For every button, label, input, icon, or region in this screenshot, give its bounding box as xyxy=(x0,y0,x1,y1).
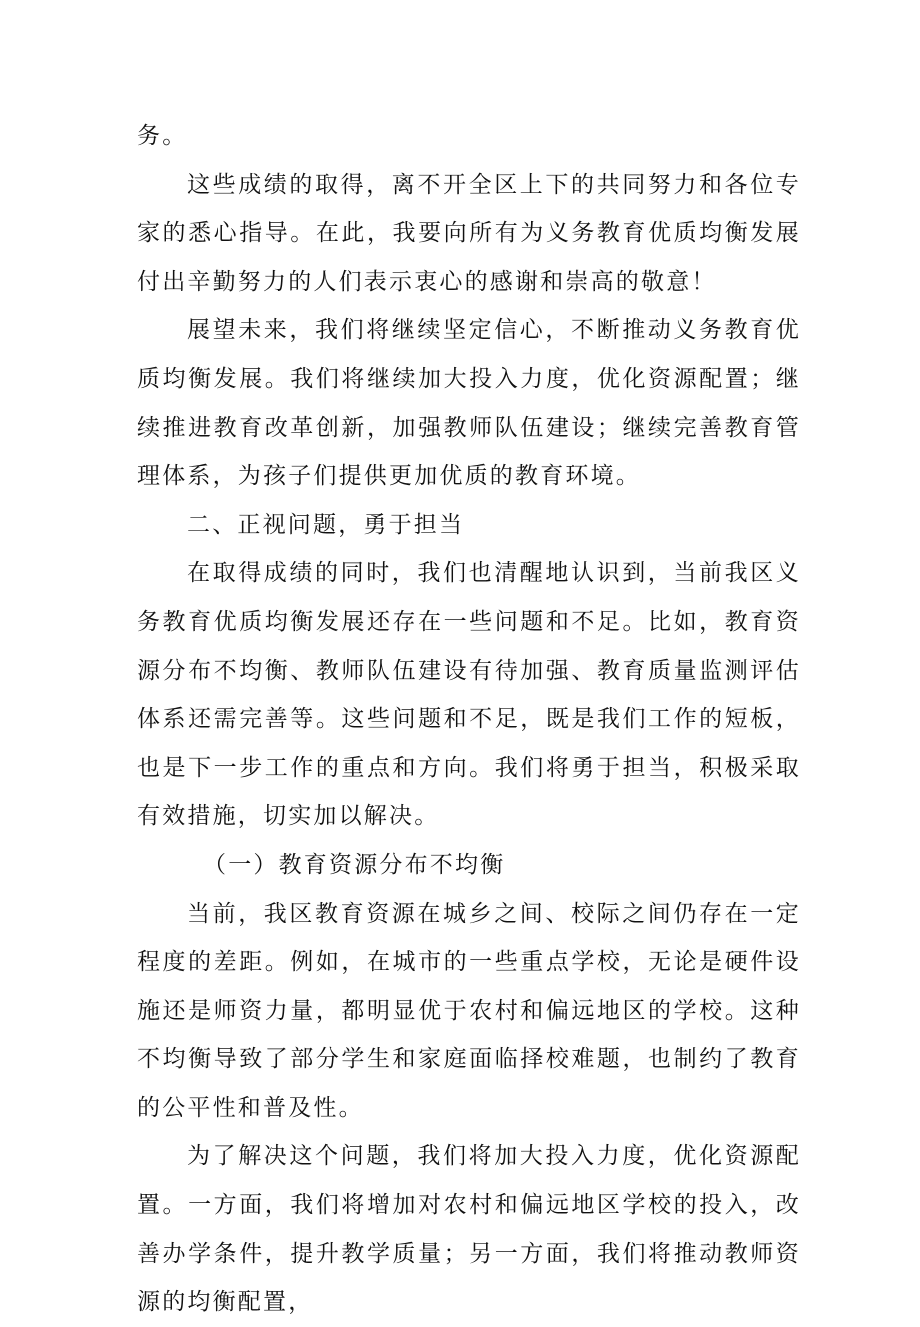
paragraph-resource-gap: 当前，我区教育资源在城乡之间、校际之间仍存在一定程度的差距。例如，在城市的一些重点学校，无论是硬件设施还是师资力量，都明显优于农村和偏远地区的学校。这种不均衡导致了部分学生和家庭面临择校难题，也制约了教育的公平性和普及性。 xyxy=(137,900,801,1121)
paragraph-outlook: 展望未来，我们将继续坚定信心，不断推动义务教育优质均衡发展。我们将继续加大投入力度，优化资源配置；继续推进教育改革创新，加强教师队伍建设；继续完善教育管理体系，为孩子们提供更加优质的教育环境。 xyxy=(137,317,801,490)
document-body xyxy=(137,112,801,1327)
paragraph-solution: 为了解决这个问题，我们将加大投入力度，优化资源配置。一方面，我们将增加对农村和偏远地区学校的投入，改善办学条件，提升教学质量；另一方面，我们将推动教师资源的均衡配置， xyxy=(137,1143,801,1316)
paragraph-problems: 在取得成绩的同时，我们也清醒地认识到，当前我区义务教育优质均衡发展还存在一些问题和不足。比如，教育资源分布不均衡、教师队伍建设有待加强、教育质量监测评估体系还需完善等。这些问题和不足，既是我们工作的短板，也是下一步工作的重点和方向。我们将勇于担当，积极采取有效措施，切实加以解决。 xyxy=(137,560,801,830)
subsection-heading-1: （一）教育资源分布不均衡 xyxy=(203,851,506,878)
section-heading-2: 二、正视问题，勇于担当 xyxy=(187,511,465,538)
paragraph-acknowledgement: 这些成绩的取得，离不开全区上下的共同努力和各位专家的悉心指导。在此，我要向所有为义务教育优质均衡发展付出辛勤努力的人们表示衷心的感谢和崇高的敬意！ xyxy=(137,171,801,295)
paragraph-continuation: 务。 xyxy=(137,123,188,149)
